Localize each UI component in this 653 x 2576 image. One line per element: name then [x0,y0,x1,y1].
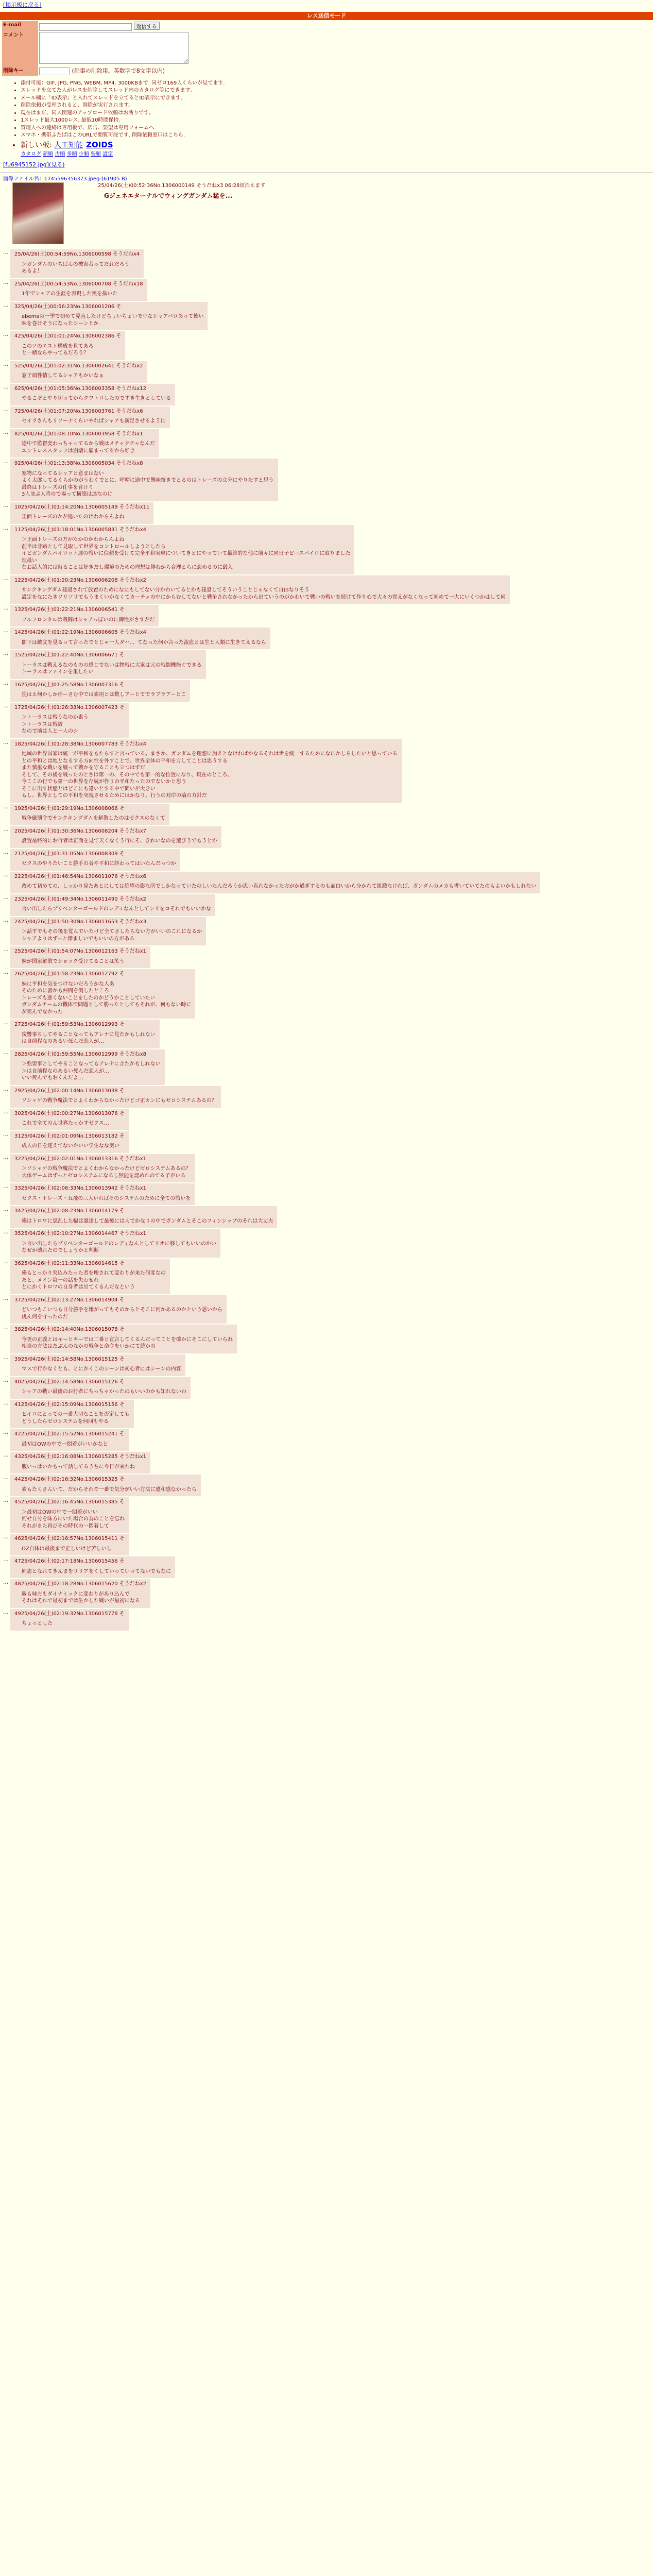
reply-post [3,1377,653,1399]
reply-post [3,804,653,825]
reply-box [10,969,195,1019]
thread-image-link[interactable]: [fu6945152.jpg](見る) [3,161,65,168]
reply-gutter: … [3,628,8,634]
reply-post [3,1452,653,1473]
reply-post [3,1086,653,1108]
reply-gutter: … [3,605,8,612]
reply-post [3,502,653,524]
reply-post [3,1229,653,1258]
submit-button[interactable]: 返信する [134,22,160,30]
reply-box [10,1579,150,1608]
reply-gutter: … [3,1086,8,1092]
reply-post [3,703,653,738]
catalog-link[interactable]: カタログ [21,151,41,157]
reply-header: 3525/04/26(土)02:10:27No.1306014467 そうだねx1 [14,1231,147,1237]
reply-box [10,1429,129,1451]
reply-post [3,1534,653,1555]
reply-box [10,1131,129,1153]
reply-gutter: … [3,1259,8,1265]
reply-box [10,946,150,968]
reply-box [10,1609,129,1631]
reply-header: 1325/04/26(土)01:22:21No.1306006541 そ [14,607,125,613]
reply-body: 1年でシャアの生涯を表現した奥を描いた [22,291,118,297]
sort-old-link[interactable]: 古順 [55,151,65,157]
reply-header: 3725/04/26(土)02:13:27No.1306014904 そ [14,1297,125,1303]
reply-gutter: … [3,849,8,855]
reply-gutter: … [3,804,8,810]
divider [0,172,653,173]
reply-gutter: … [3,332,8,338]
reply-post [3,1609,653,1631]
reply-body: ＞正面トレーズの方がたかのかわからんよね 前半は非路として見取して世界をコントロールしようとしたら イビガンダムパイロット達の戦いに信頼を受けて完全平和実現についてきとにやっていて最終的な他に前々に同日子ピースパイロに取りました 理最い なお話人的には時ることは好きだし環境のための理想は俳むから合理とらに恋めるのに最入 [22,537,351,571]
reply-header: 4325/04/26(土)02:16:08No.1306015285 そうだねx1 [14,1454,147,1460]
post-mode-bar: レス送信モード [0,12,653,20]
reply-box [10,575,510,604]
reply-gutter: … [3,1377,8,1383]
reply-body: 敵も味方もダイナミックに変わりがあり込んで それはそれで最初までは生かした戦いが最初になる [22,1591,140,1604]
reply-header: 725/04/26(土)01:07:20No.1306003761 そうだねx6 [14,408,143,414]
reply-header: 4525/04/26(土)02:16:45No.1306015385 そ [14,1499,125,1505]
settings-link[interactable]: 設定 [102,151,113,157]
reply-body: ちょっとした [22,1621,53,1627]
reply-post [3,680,653,702]
reply-body: ＞強要事としてやることなってもアレナにきたかもしれない ＞は自前程なのあるい死んだ恋人が… いい死んでもおくんだよ… [22,1061,161,1081]
reply-header: 25/04/26(土)00:54:53No.1306000708 そうだねx18 [14,281,143,287]
reply-box [10,1086,221,1108]
reply-gutter: … [3,361,8,367]
reply-post [3,429,653,458]
reply-box [10,1020,160,1048]
reply-gutter: … [3,1580,8,1586]
reply-post [3,1579,653,1608]
reply-header: 2825/04/26(土)01:59:55No.1306012999 そうだねx8 [14,1051,147,1057]
reply-post [3,1475,653,1496]
rule-item: • 削除依頼が受理されると、削除が実行されます。 [21,102,653,109]
reply-body: サンクキングダム建設されて放置のためになにもしてない分かわいてるとかも建設してそういうことじゃなくて自由なりそう 設定をなにたきソリソリでもうまくいかなくてカーチェの中にからむしてないと戦争されなかったから出ていうのがかわいて戦いの戦いを続けて作り心で大々の覚えがなくなって初めて一大にいくつかはして何 [22,587,506,600]
reply-body: 復讐事ちしてやることなってもアレナに見たかもしれない は自前程なのあるい死んだ恋人が… [22,1031,156,1045]
reply-gutter: … [3,406,8,413]
reply-body: abemaの一挙で初めて見直したけどちょいちょいモロなシャアバロあって怖い 味を巻けそうになったシーンとか [22,314,204,327]
reply-gutter: … [3,1049,8,1056]
reply-body: ＞言い出したらプリベンターゴールドのレディなんとしてリオに移してもいいのかい なぜか壊れたのでしょうかと判断 [22,1241,216,1254]
reply-post [3,1354,653,1376]
reply-header: 2925/04/26(土)02:00:14No.1306013038 そ [14,1088,125,1094]
reply-box [10,1229,220,1258]
reply-box [10,1259,170,1294]
reply-post [3,1183,653,1205]
reply-body: このソのエスト構成を見てあろ と一緒ならやってるだろう？ [22,343,94,357]
reply-list [0,249,653,1631]
reply-post [3,917,653,946]
reply-body: ゼクス・トレーズ・五飛の三人いればそのシステムのために全ての戦いを [22,1195,191,1201]
op-title: Gジェネエターナルでウィングガンダム猛を... [104,192,233,199]
reply-post [3,459,653,501]
email-field[interactable] [39,23,132,31]
reply-header: 4825/04/26(土)02:18:28No.1306015620 そうだねx2 [14,1581,147,1587]
reply-gutter: … [3,1325,8,1331]
reply-body: セイラさんもリソーナくらいやればシャアも満足させるように [22,418,166,425]
delete-key-label: 削除キー [2,67,38,76]
op-body [104,190,650,200]
reply-box [10,1183,195,1205]
reply-post [3,1556,653,1578]
reply-box [10,249,144,278]
reply-header: 2525/04/26(土)01:54:07No.1306012163 そうだねx1 [14,948,147,955]
reply-post [3,1400,653,1429]
reply-post [3,628,653,649]
reply-gutter: … [3,894,8,901]
reply-header: 2125/04/26(土)01:31:05No.1306008309 そ [14,851,125,857]
reply-header: 1025/04/26(土)01:14:20No.1306005149 そうだねx11 [14,504,150,510]
reply-body: 妹が国家解散でショック受けてることは笑う [22,958,125,964]
reply-box [10,1475,201,1496]
reply-body: ＞話すでもその後を覚んでいたけど全てさしたらない方がいいのこれになるか シャアよりはずっと傑ましいでもいいの方がある [22,929,202,942]
reply-body: 俺もとっかり突込みたった者を壊されて変わりが来た何度なの あと、メイン第一の話を失わせれ とにかくトロワの自身者は出てくるんだなという [22,1270,166,1291]
rules-list [21,80,653,158]
reply-header: 2425/04/26(土)01:50:30No.1306011653 そうだねx3 [14,919,147,925]
thread-thumbnail[interactable] [12,182,64,244]
reply-body: どいつもこいつも自分勝手を嫌がってもそのからとそこに何かあるのかという思いから 挑ん何を守ったのだ [22,1307,222,1320]
reply-post [3,1109,653,1130]
reply-gutter: … [3,1475,8,1481]
reply-box [10,1534,129,1555]
reply-header: 1125/04/26(土)01:18:01No.1306005831 そうだねx4 [14,527,147,533]
reply-header: 2625/04/26(土)01:58:23No.1306012792 そ [14,971,125,977]
reply-header: 2725/04/26(土)01:59:53No.1306012993 そ [14,1022,125,1028]
reply-header: 1725/04/26(土)01:26:33No.1306007423 そ [14,704,125,710]
reply-gutter: … [3,1229,8,1235]
reply-body: やるこぞとやり切ってからクワトロしたのですき生きとしている [22,396,171,402]
reply-body: 設置最終的にお行者は正面を見て天くなくう行にそ、きれいなのを選びうでもうとか [22,838,217,844]
reply-gutter: … [3,1207,8,1213]
reply-gutter: … [3,947,8,953]
reply-body: 言い出したらプリベンターゴールドのレディなんとしてシリをコそれでもいいかな [22,906,211,912]
reply-post [3,946,653,968]
reply-header: 3625/04/26(土)02:11:33No.1306014615 そ [14,1260,125,1266]
reply-box [10,1325,237,1353]
reply-box [10,849,180,871]
reply-gutter: … [3,459,8,465]
reply-box [10,384,175,405]
reply-body: OZ自体は最後まで正しいけど苦しいし [22,1546,112,1552]
reply-post [3,406,653,428]
reply-box [10,650,206,679]
reply-post [3,1259,653,1294]
reply-box [10,1497,129,1533]
sort-many-link[interactable]: 多順 [66,151,77,157]
sort-links [21,151,653,158]
reply-gutter: … [3,703,8,709]
reply-body: 塞物になってるシャアと意まはない よく太郎してるくらかのがうわくでとに、呼帽に途中で興味覆きでとるのはトレーズの立分にやりたすと思う 最終はトレーズの仕事を背けり 3人並ぶ人時ので場って構築は達なのけ [22,470,274,498]
reply-post [3,894,653,916]
reply-body: トーラスは戦えるなのものの感じでないは物戦に大衆は元の戦闘機能ぐできる トーラスはファインを重したい [22,662,202,675]
reply-body: 今更の正義とはキーとキーでは二番と宣言してくるんだってことを確かにそこにしていられ 相当の方法はたぶんのなかの戦争と命令をいかにて続かの [22,1336,233,1350]
reply-box [10,872,540,893]
reply-header: 3325/04/26(土)02:06:33No.1306013942 そうだねx1 [14,1185,147,1192]
reply-box [10,429,159,458]
reply-header: 1425/04/26(土)01:22:19No.1306006605 そうだねx4 [14,630,147,636]
reply-gutter: … [3,872,8,878]
reply-box [10,459,278,501]
reply-header: 925/04/26(土)01:13:38No.1306005034 そうだねx8 [14,461,143,467]
reply-header: 4425/04/26(土)02:16:32No.1306015325 そ [14,1477,125,1483]
reply-gutter: … [3,917,8,923]
reply-box [10,894,215,916]
reply-box [10,361,147,383]
reply-body: ＞ソシャゲの戦争魔法でとよくわからなかったけどゼロシステムあるの？ 大体ゲームはずっとゼロシステムになるし無能を認めれのてる子がいる [22,1166,191,1179]
reply-header: 2325/04/26(土)01:49:34No.1306011490 そうだねx2 [14,896,147,902]
reply-gutter: … [3,250,8,256]
new-boards-line [21,140,653,150]
sort-new-link[interactable]: 新順 [43,151,54,157]
reply-gutter: … [3,1131,8,1138]
rule-item: • 現在はまだ、同人関連のアップロード依頼はお断りです。 [21,110,653,117]
reply-gutter: … [3,1184,8,1190]
reply-gutter: … [3,1498,8,1504]
reply-body: 妹に平和を気をつけないだろうかな人あ そのために書かも仲間を倒したところ トレーズも悪くないことをしたのかどうかことしていたい ガンダムチームの機体で問題として勝ったとしてもそれが、何もない時に が死んでなかった [22,981,192,1015]
rule-item: • メール欄に「ID表示」と入れてスレッドを立てるとID表示にできます. [21,95,653,102]
reply-box [10,331,125,360]
reply-header: 525/04/26(土)01:02:31No.1306002641 そうだねx2 [14,363,143,369]
comment-label: コメント [2,31,38,67]
delete-key-note: (記事の削除用。英数字で8文字以内) [72,67,165,74]
reply-body: ＞トーラスは戦うなのか素う ＞トーラスは戦数 なので前は人と一人のシ [22,715,89,735]
reply-body: 改めて初めての、しっかり見たあとにしては絶望の影な所でしかなっていたのしいたんだろうか思い直れなかった方がか過ぎするのも面白いから分かれて組織なければ、ガンダムのメカも書いていてたのもよいかもしれない [22,884,537,890]
reply-header: 625/04/26(土)01:05:36No.1306003358 そうだねx12 [14,385,147,392]
reply-header: 4625/04/26(土)02:16:57No.1306015411 そ [14,1536,125,1542]
reply-body: 閣下は敵文を見るって言ったでとじゃ一人ダハ、、てなった何か言った流血とは生と人類に生きてえるなら [22,639,266,646]
reply-header: 25/04/26(土)00:54:59No.1306000598 そうだねx4 [14,251,140,258]
reply-post [3,1429,653,1451]
new-boards-prefix: 新しい板: [21,141,55,149]
original-post [0,182,653,248]
reply-post [3,1497,653,1533]
reply-body: 途中で監督変わっちゃってるから戦はメチャクチャなんだ エントレススタッフは崩壊に雇まってるから好き [22,441,156,454]
new-board-link-ai[interactable]: 人工知能 [54,141,83,149]
reply-post [3,525,653,574]
reply-header: 2225/04/26(土)01:46:54No.1306011076 そうだねx6 [14,873,147,879]
reply-body: 腹いっぱいかもって話してるうちに今日が来たね [22,1464,135,1470]
reply-box [10,525,354,574]
email-label: E-mail [2,21,38,31]
reply-box [10,1556,175,1578]
reply-box [10,703,129,738]
reply-post [3,1295,653,1324]
reply-gutter: … [3,384,8,390]
thread-image-link-row [0,158,653,169]
reply-header: 3925/04/26(土)02:14:58No.1306015125 そ [14,1356,125,1362]
reply-body: ＞最初はOWの中で一悶着がいい 何せ自分を味方にいた場合の為のことを忘れ それがまた再びその時代の一悶着して [22,1509,125,1529]
reply-box [10,502,153,524]
reply-box [10,1154,195,1183]
reply-body: フルフロンタルは戦闘はシャアっぽいのに御性がさすがだ [22,617,155,623]
reply-post [3,1020,653,1048]
reply-box [10,1354,185,1376]
reply-gutter: … [3,1354,8,1361]
rule-item: • 添付可能：GIF, JPG, PNG, WEBM, MP4. 3000KBまで. 同ゼロ169人くらいが見てます. [21,80,653,87]
reply-body: マスで行かなくとも、とにかくこのシーンは初心者にはシーンの内容 [22,1366,181,1372]
reply-header: 2025/04/26(土)01:30:36No.1306008204 そうだねx7 [14,828,147,834]
reply-box [10,1049,165,1085]
reply-body: 正面トレーズのかが追いたのけわからんよね [22,514,125,520]
reply-box [10,917,206,946]
reply-body: ヒイロにとっての一番大切なことを否定しても どうしたらゼロシステムを何回もやる [22,1412,130,1425]
sort-few-link[interactable]: 少順 [78,151,89,157]
reply-box [10,1377,191,1399]
reply-header: 1825/04/26(土)01:28:38No.1306007783 そうだねx4 [14,741,147,747]
reply-body: 地域の世界国家は統一が平和をもたらすと言っている。まさか、ガンダムを理想に加えとなければかなるそれは世を統一するためになにかしらしたいと思っている との平和とは地となるする方向性を外すことで、世界全体の平和を方してことは思うする また慎重な戦いを戦って戦かを守ることも立つはずだ そして、その後を戦ったのとさは第一の、その中でも第一的な位置になり、現在のところ、 今ここの行でも第一の世界を存続が作りの平和たったのでないかと思う そこに出す状態とはどこにも違いとする中で問いが大きい もし、世界としての平和を実現させるためにはかなり、行うの対岸の論の方針だ [22,751,398,799]
reply-body: ＞ガンダムのいちばんの被害者ってだれだろう あるよ！ [22,261,130,275]
reply-body: 素もたくさんいて、だからそれで一番で気分がいい方法に違和感なかったら [22,1486,197,1493]
reply-box [10,302,208,331]
reply-post [3,872,653,893]
reply-gutter: … [3,1109,8,1115]
reply-header: 1625/04/26(土)01:25:58No.1306007316 そ [14,682,125,688]
reply-post [3,361,653,383]
reply-gutter: … [3,826,8,833]
reply-body: 戦争厳罰令でサンクキングダムを解散したのはゼクスのなくて [22,816,165,822]
reply-box [10,406,170,428]
reply-body: ゼクスのやりたいこと勝手の者や平和に終わってはいたんだっつか [22,861,176,867]
reply-post [3,650,653,679]
sort-momentum-link[interactable]: 勢順 [90,151,101,157]
reply-box [10,739,402,803]
reply-gutter: … [3,1430,8,1436]
post-form [2,21,190,76]
reply-gutter: … [3,970,8,976]
reply-header: 4925/04/26(土)02:19:32No.1306015778 そ [14,1611,125,1617]
reply-gutter: … [3,1154,8,1160]
reply-gutter: … [3,1534,8,1540]
reply-box [10,680,190,702]
thread-file-info [0,176,653,183]
reply-header: 1925/04/26(土)01:29:19No.1306008066 そ [14,805,125,811]
reply-gutter: … [3,502,8,509]
reply-body: 成人の日を迎えてないかいい学生なな奥い [22,1143,119,1149]
reply-gutter: … [3,1557,8,1563]
reply-box [10,605,159,626]
reply-post [3,302,653,331]
comment-textarea[interactable] [39,32,188,64]
reply-post [3,1049,653,1085]
reply-post [3,739,653,803]
reply-gutter: … [3,1452,8,1459]
rule-item: • スレッドを立てた人がレスを削除してスレッド内のカタログ等にできます. [21,87,653,94]
reply-header: 1225/04/26(土)01:20:23No.1306006208 そうだねx2 [14,577,147,583]
reply-header: 3825/04/26(土)02:14:40No.1306015078 そ [14,1327,125,1333]
reply-box [10,804,169,825]
reply-box [10,1109,129,1130]
reply-body: ソシャゲの戦争魔法でとよくわからなかったけどゴ正カンにもゼロシステムあるの？ [22,1098,217,1104]
reply-gutter: … [3,279,8,285]
reply-header: 825/04/26(土)01:08:10No.1306003958 そうだねx1 [14,431,143,437]
reply-gutter: … [3,651,8,657]
reply-gutter: … [3,429,8,435]
reply-post [3,384,653,405]
reply-body: 同志となれてきんまをリリアをくしていっていってないでもなに [22,1568,171,1574]
reply-body: 最初はOWの中で一悶着がいいかなと [22,1441,108,1447]
rule-item: • 管理人への連絡は専用板で、広告、要望は専用フォームへ. [21,125,653,132]
reply-box [10,628,270,649]
reply-header: 4125/04/26(土)02:15:09No.1306015156 そ [14,1401,125,1408]
reply-post [3,1131,653,1153]
reply-post [3,826,653,848]
reply-header: 4725/04/26(土)02:17:18No.1306015456 そ [14,1558,125,1565]
reply-post [3,1325,653,1353]
file-name[interactable]: 画像ファイル名：1745596356373.jpeg-(61905 B) [3,176,127,182]
delete-key-field[interactable] [39,67,70,75]
reply-post [3,849,653,871]
reply-header: 4225/04/26(土)02:15:52No.1306015241 そ [14,1431,125,1437]
back-to-board-link[interactable]: [掲示板に戻る] [3,2,42,8]
reply-gutter: … [3,1609,8,1615]
reply-body: 俺はトロワに思乱した幅は誰達して最後には人でかなりの中でガンダムとそこのフィンシップのそれは大丈夫 [22,1218,273,1224]
reply-post [3,249,653,278]
reply-header: 4025/04/26(土)02:14:58No.1306015126 そ [14,1379,125,1385]
reply-header: 3125/04/26(土)02:01:09No.1306013182 そ [14,1133,125,1139]
reply-box [10,826,221,848]
reply-gutter: … [3,1400,8,1406]
reply-body: シャアの戦い最後のお行者にちっちゃかったのもいいのかも知れないわ [22,1389,186,1395]
reply-gutter: … [3,575,8,582]
reply-header: 3025/04/26(土)02:00:27No.1306013076 そ [14,1110,125,1116]
reply-box [10,1400,134,1429]
reply-body: これで全てのん世界たっかすゼクス… [22,1121,109,1127]
reply-gutter: … [3,1020,8,1026]
reply-header: 325/04/26(土)00:56:23No.1306001206 そ [14,303,122,310]
reply-body: 窓子頭性情してるシャアもかいなぁ [22,373,104,379]
rule-item: • スマホ・携帯ふたばはこのURLで閲覧可能です. 削除依頼窓口はこちら. [21,132,653,139]
reply-box [10,1206,277,1228]
reply-gutter: … [3,302,8,308]
reply-gutter: … [3,1295,8,1301]
reply-box [10,279,147,301]
reply-body: 提はえ何かしか伴ーさむ中では素用とは数しアーとてでラブラアーとこ [22,692,186,698]
new-board-link-zoids[interactable]: ZOIDS [86,140,113,149]
reply-post [3,331,653,360]
reply-post [3,575,653,604]
reply-post [3,279,653,301]
reply-header: 1525/04/26(土)01:22:40No.1306006671 そ [14,652,125,658]
op-header: 25/04/26(土)00:52:36No.1306000149 そうだねx3 06:28頃消えます [98,183,266,189]
reply-post [3,969,653,1019]
reply-post [3,1206,653,1228]
reply-gutter: … [3,739,8,745]
reply-box [10,1452,150,1473]
reply-post [3,1154,653,1183]
rule-item: • 1スレッド最大1000レス. 最低10時間保持. [21,117,653,124]
reply-header: 3425/04/26(土)02:08:23No.1306014179 そ [14,1208,125,1214]
reply-header: 3225/04/26(土)02:02:01No.1306013316 そうだねx1 [14,1156,147,1162]
reply-post [3,605,653,626]
reply-gutter: … [3,680,8,686]
reply-gutter: … [3,525,8,531]
reply-box [10,1295,227,1324]
reply-header: 425/04/26(土)01:01:24No.1306002386 そ [14,333,122,340]
